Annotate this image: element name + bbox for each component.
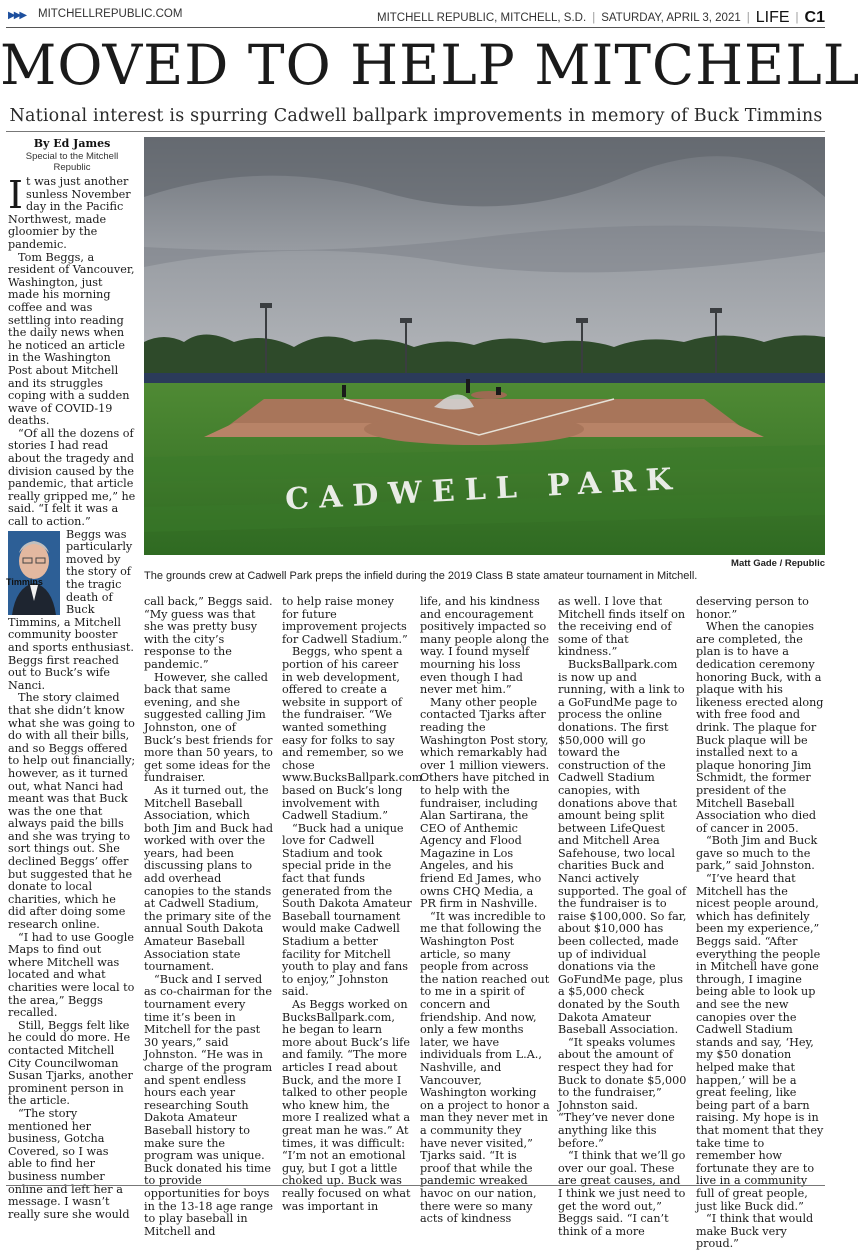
paragraph: Still, Beggs felt like he could do more. He contacted Mitchell City Councilwoman Susan Tjarks, another prominent person in the article.: [8, 1018, 133, 1108]
section-name: LIFE: [755, 9, 790, 26]
column-4: [420, 595, 550, 1226]
paragraph: “I think that we’ll go over our goal. These are great causes, and I think we just need to get the word out,” Beggs said. “I can’t think of a more: [558, 1149, 686, 1238]
masthead: [6, 4, 825, 26]
paragraph-text: t was just another sunless November day in the Pacific Northwest, made gloomier by the pandemic.: [8, 175, 131, 251]
paragraph: Beggs, who spent a portion of his career in web development, offered to create a website in support of the fundraiser. “We wanted something easy for folks to say and remember, so we chose www.BucksBallpark.com based on Buck’s long involvement with Cadwell Stadium.”: [282, 645, 423, 823]
top-rule: [6, 27, 825, 28]
column-2: [144, 595, 274, 1238]
paragraph: As it turned out, the Mitchell Baseball Association, which both Jim and Buck had worked with over the years, had been discussing plans to add overhead canopies to the stands at Cadwell Stadium, the primary site of the annual South Dakota Amateur Baseball Association state tournament.: [144, 783, 274, 974]
page-number: C1: [804, 9, 825, 26]
paragraph: “I had to use Google Maps to find out where Mitchell was located and what charities were local to the area,” Beggs recalled.: [8, 930, 135, 1020]
paragraph: The story claimed that she didn’t know what she was going to do with all their bills, and so Beggs offered to help out financially; however, as it turned out, what Nanci had meant was that Buck was the one that always paid the bills and she was trying to sort things out. She declined Beggs’ offer but suggested that he donate to local charities, which he did after doing some research online.: [8, 691, 136, 932]
headline: MOVED TO HELP MITCHELL: [0, 33, 860, 97]
field-painted-text: CADWELL PARK: [284, 461, 683, 518]
paragraph: “The story mentioned her business, Gotcha Covered, so I was able to find her business number online and left her a message. I wasn’t really sure she would: [8, 1106, 130, 1221]
photo-caption: The grounds crew at Cadwell Park preps the infield during the 2019 Class B state amateur tournament in Mitchell.: [144, 570, 698, 582]
paragraph: “I’ve heard that Mitchell has the nicest people around, which has definitely been my experience,” Beggs said. “After everything the people in Mitchell have gone through, I imagine being able to look up and see the new canopies over the Cadwell Stadium stands and say, ‘Hey, my $50 donation helped make that happen,’ will be a great feeling, like being part of a barn raising. My hope is in that moment that they take time to remember how fortunate they are to live in a community full of great people, just like Buck did.”: [696, 872, 824, 1213]
paragraph-text: Beggs was particularly moved by the story of the tragic death of Buck Timmins, a Mitchell community booster and sports enthusiast. Beggs first reached out to Buck’s wife Nanci.: [8, 527, 134, 692]
bottom-rule: [6, 1185, 825, 1186]
arrow-icon: ▶▶▶: [8, 10, 26, 21]
paragraph: deserving person to honor.”: [696, 595, 809, 621]
stadium-photo: [144, 137, 825, 555]
photo-credit: Matt Gade / Republic: [731, 558, 825, 569]
byline: By Ed James: [33, 137, 111, 150]
paragraph: “Buck and I served as co-chairman for the tournament every time it’s been in Mitchell for the past 30 years,” said Johnston. “He was in charge of the program and spent endless hours each year researching South Dakota Amateur Baseball history to make sure the program was unique. Buck donated his time to provide opportunities for boys in the 13-18 age range to play baseball in Mitchell and: [144, 972, 274, 1238]
paragraph: “It was incredible to me that following the Washington Post article, so many people from across the nation reached out to me in a spirit of concern and friendship. And now, only a few months later, we have individuals from L.A., Nashville, and Vancouver, Washington working on a project to honor a man they never met in a community they have never visited,” Tjarks said. “It is proof that while the pandemic wreaked havoc on our nation, there were so many acts of kindness: [420, 909, 550, 1226]
paragraph: However, she called back that same evening, and she suggested calling Jim Johnston, one of Buck’s best friends for more than 50 years, to get some ideas for the fundraiser.: [144, 670, 273, 785]
paragraph: BucksBallpark.com is now up and running, with a link to a GoFundMe page to process the online donations. The first $50,000 will go toward the construction of the Cadwell Stadium canopies, with donations above that amount being split between LifeQuest and Mitchell Area Safehouse, two local charities Buck and Nanci actively supported. The goal of the fundraiser is to raise $100,000. So far, about $10,000 has been collected, made up of individual donations via the GoFundMe page, plus a $5,000 check donated by the South Dakota Amateur Baseball Association.: [558, 657, 687, 1037]
stadium-photo-image: [144, 137, 825, 555]
paragraph: As Beggs worked on BucksBallpark.com, he began to learn more about Buck’s life and family. “The more articles I read about Buck, and the more I talked to other people who knew him, the more I realized what a great man he was.” At times, it was difficult: “I’m not an emotional guy, but I got a little choked up. Buck was really focused on what was important in: [282, 998, 411, 1213]
headline-rule: [6, 131, 825, 132]
mugshot-caption: Timmins: [6, 577, 43, 587]
paragraph: as well. I love that Mitchell finds itself on the receiving end of some of that kindness.”: [558, 595, 686, 659]
paragraph: to help raise money for future improvement projects for Cadwell Stadium.”: [282, 595, 408, 646]
subheadline: National interest is spurring Cadwell ballpark improvements in memory of Buck Timmins: [9, 106, 823, 126]
paragraph: “I think that would make Buck very proud.”: [696, 1212, 814, 1251]
paragraph: [8, 173, 136, 252]
paragraph: Many other people contacted Tjarks after reading the Washington Post story, which remarkably had over 1 million viewers. Others have pitched in to help with the fundraiser, including Alan Sartirana, the CEO of Anthemic Agency and Flood Magazine in Los Angeles, and his friend Ed James, who owns CHQ Media, a PR firm in Nashville.: [420, 695, 550, 911]
drop-cap: I: [8, 173, 24, 217]
paragraph: life, and his kindness and encouragement positively impacted so many people along the way. I found myself mourning his loss even though I had never met him.”: [420, 595, 550, 697]
paragraph: call back,” Beggs said. “My guess was that she was pretty busy with the city’s response to the pandemic.”: [144, 595, 273, 671]
paragraph: “It speaks volumes about the amount of respect they had for Buck to donate $5,000 to the fundraiser,” Johnston said. “They’ve never done anything like this before.”: [558, 1035, 687, 1150]
site-url[interactable]: MITCHELLREPUBLIC.COM: [38, 8, 183, 20]
timmins-mugshot: [8, 531, 60, 615]
paragraph: [8, 529, 136, 693]
paragraph: “Both Jim and Buck gave so much to the park,” said Johnston.: [696, 834, 818, 873]
issue-date: SATURDAY, APRIL 3, 2021: [601, 12, 741, 24]
byline-credit: Special to the Mitchell Republic: [25, 151, 119, 173]
paragraph: “Of all the dozens of stories I had read about the tragedy and division caused by the pandemic, that article really gripped me,” he said. “I felt it was a call to action.”: [8, 426, 136, 529]
column-6: [696, 595, 825, 1251]
paragraph: Tom Beggs, a resident of Vancouver, Washington, just made his morning coffee and was settling into reading the daily news when he noticed an article in the Washington Post about Mitchell and its struggles coping with a sudden wave of COVID-19 deaths.: [8, 250, 135, 428]
folio: MITCHELL REPUBLIC, MITCHELL, S.D. | SATURDAY, APRIL 3, 2021 | LIFE | C1: [377, 9, 825, 26]
column-1: [8, 173, 136, 1221]
paragraph: “Buck had a unique love for Cadwell Stadium and took special pride in the fact that funds generated from the South Dakota Amateur Baseball tournament would make Cadwell Stadium a better facility for Mitchell youth to play and fans to enjoy,” Johnston said.: [282, 821, 412, 999]
column-5: [558, 595, 688, 1238]
paragraph: When the canopies are completed, the plan is to have a dedication ceremony honoring Buck, with a plaque with his likeness erected along with free food and drink. The plaque for Buck plaque will be installed next to a plaque honoring Jim Schmidt, the former president of the Mitchell Baseball Association who died of cancer in 2005.: [696, 620, 824, 835]
column-3: [282, 595, 423, 1213]
publication-name: MITCHELL REPUBLIC, MITCHELL, S.D.: [377, 12, 587, 24]
